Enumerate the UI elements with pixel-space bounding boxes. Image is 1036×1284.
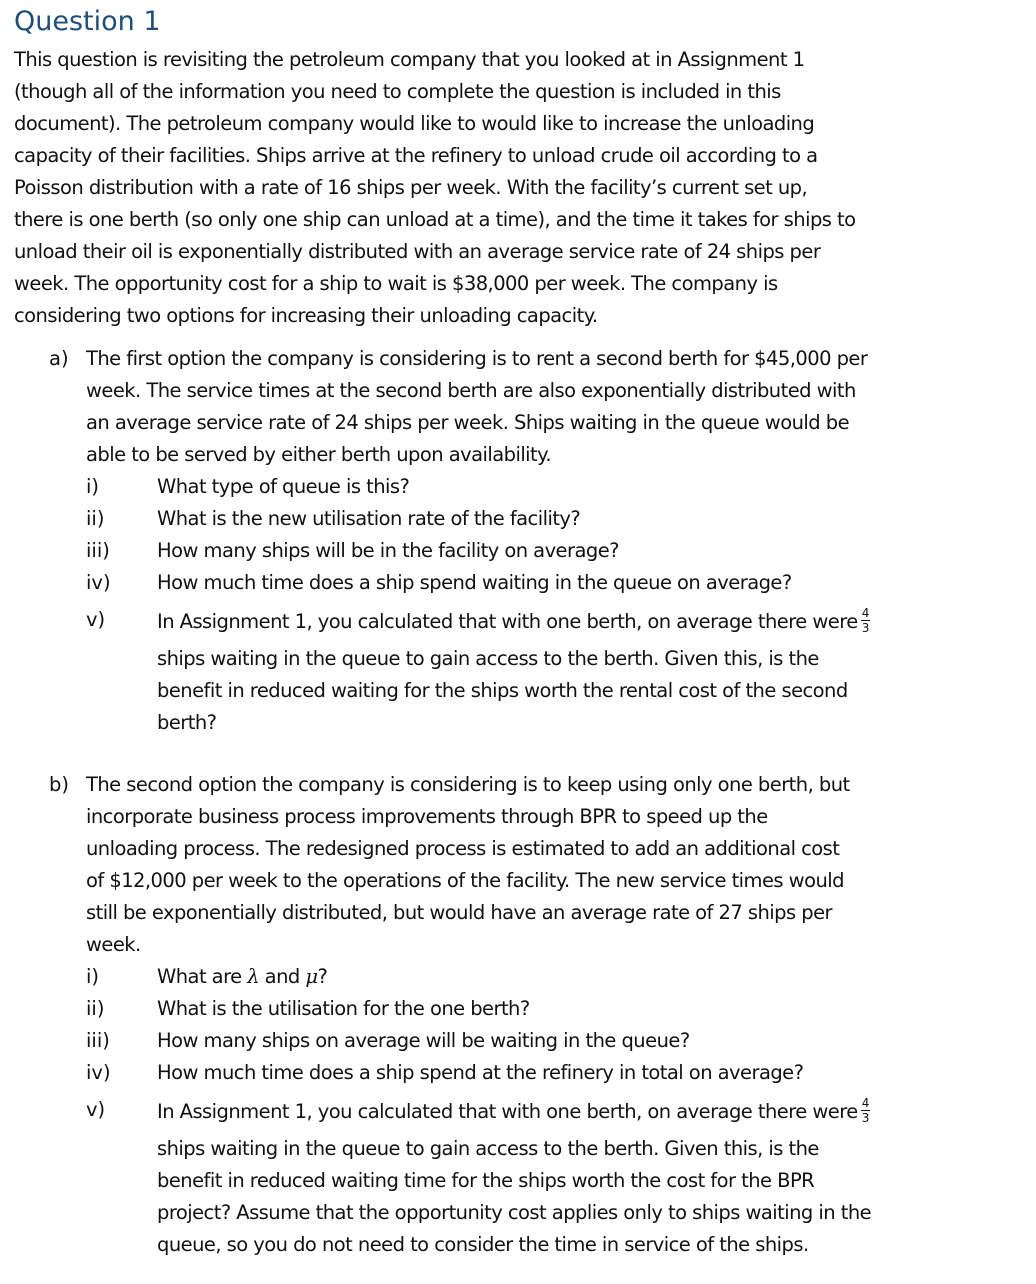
part-b-item-v-text: In Assignment 1, you calculated that with one berth, on average there were [157,1100,858,1123]
part-a-line: The first option the company is considering is to rent a second berth for $45,000 per [86,347,868,370]
part-b-line: of $12,000 per week to the operations of the facility. The new service times would [86,869,844,892]
part-b-line: The second option the company is considering is to keep using only one berth, but [86,773,850,796]
part-a-label: a) [49,347,69,370]
part-a-item-label: v) [86,608,106,631]
fraction-four-thirds [861,607,870,634]
part-b-line: still be exponentially distributed, but would have an average rate of 27 ships per [86,901,832,924]
part-b-item-v-line: queue, so you do not need to consider the time in service of the ships. [157,1233,809,1256]
intro-line: capacity of their facilities. Ships arrive at the refinery to unload crude oil according to a [14,144,818,167]
question-title: Question 1 [14,6,161,37]
part-b-line: unloading process. The redesigned process is estimated to add an additional cost [86,837,840,860]
part-b-item-i-pre: What are [157,965,248,988]
part-a-item-v-first [157,606,870,636]
intro-line: This question is revisiting the petroleum company that you looked at in Assignment 1 [14,48,805,71]
fraction-numerator: 4 [861,606,869,620]
part-a-item-v-text: In Assignment 1, you calculated that with one berth, on average there were [157,610,858,633]
part-b-item-label: v) [86,1098,106,1121]
part-a-line: an average service rate of 24 ships per week. Ships waiting in the queue would be [86,411,850,434]
fraction-numerator: 4 [861,1096,869,1110]
part-a-item: What type of queue is this? [157,475,410,498]
part-b-line: week. [86,933,141,956]
part-a-item: How much time does a ship spend waiting in the queue on average? [157,571,792,594]
part-a-item: How many ships will be in the facility on average? [157,539,619,562]
part-a-item-label: iii) [86,539,110,562]
intro-line: there is one berth (so only one ship can unload at a time), and the time it takes for ships to [14,208,856,231]
intro-line: document). The petroleum company would like to would like to increase the unloading [14,112,815,135]
mu-symbol: μ [305,965,318,988]
part-b-item-v-first [157,1096,870,1126]
part-b-item-label: iv) [86,1061,111,1084]
part-b-item-label: ii) [86,997,105,1020]
intro-line: week. The opportunity cost for a ship to wait is $38,000 per week. The company is [14,272,778,295]
part-b-label: b) [49,773,69,796]
part-a-item-label: ii) [86,507,105,530]
part-b-item-i [157,966,327,987]
intro-line: unload their oil is exponentially distributed with an average service rate of 24 ships per [14,240,821,263]
part-a-item-v-line: benefit in reduced waiting for the ships worth the rental cost of the second [157,679,848,702]
part-b-item-label: i) [86,965,100,988]
part-b-item-v-line: project? Assume that the opportunity cost applies only to ships waiting in the [157,1201,872,1224]
fraction-denominator: 3 [861,621,869,635]
part-a-line: able to be served by either berth upon availability. [86,443,552,466]
fraction-four-thirds [861,1097,870,1124]
part-a-item-v-line: ships waiting in the queue to gain access to the berth. Given this, is the [157,647,819,670]
part-a-item-label: iv) [86,571,111,594]
part-a-line: week. The service times at the second berth are also exponentially distributed with [86,379,856,402]
intro-line: considering two options for increasing their unloading capacity. [14,304,598,327]
part-b-item-i-mid: and [259,965,306,988]
intro-line: (though all of the information you need to complete the question is included in this [14,80,781,103]
part-b-line: incorporate business process improvements through BPR to speed up the [86,805,768,828]
part-b-item-v-line: benefit in reduced waiting time for the ships worth the cost for the BPR [157,1169,815,1192]
lambda-symbol: λ [247,965,260,988]
part-b-item: How much time does a ship spend at the refinery in total on average? [157,1061,804,1084]
intro-line: Poisson distribution with a rate of 16 ships per week. With the facility’s current set up, [14,176,808,199]
part-a-item: What is the new utilisation rate of the facility? [157,507,581,530]
part-a-item-label: i) [86,475,100,498]
fraction-denominator: 3 [861,1111,869,1125]
part-b-item-i-post: ? [317,965,328,988]
part-a-item-v-line: berth? [157,711,217,734]
part-b-item-label: iii) [86,1029,110,1052]
part-b-item: What is the utilisation for the one berth? [157,997,530,1020]
part-b-item: How many ships on average will be waiting in the queue? [157,1029,690,1052]
part-b-item-v-line: ships waiting in the queue to gain access to the berth. Given this, is the [157,1137,819,1160]
